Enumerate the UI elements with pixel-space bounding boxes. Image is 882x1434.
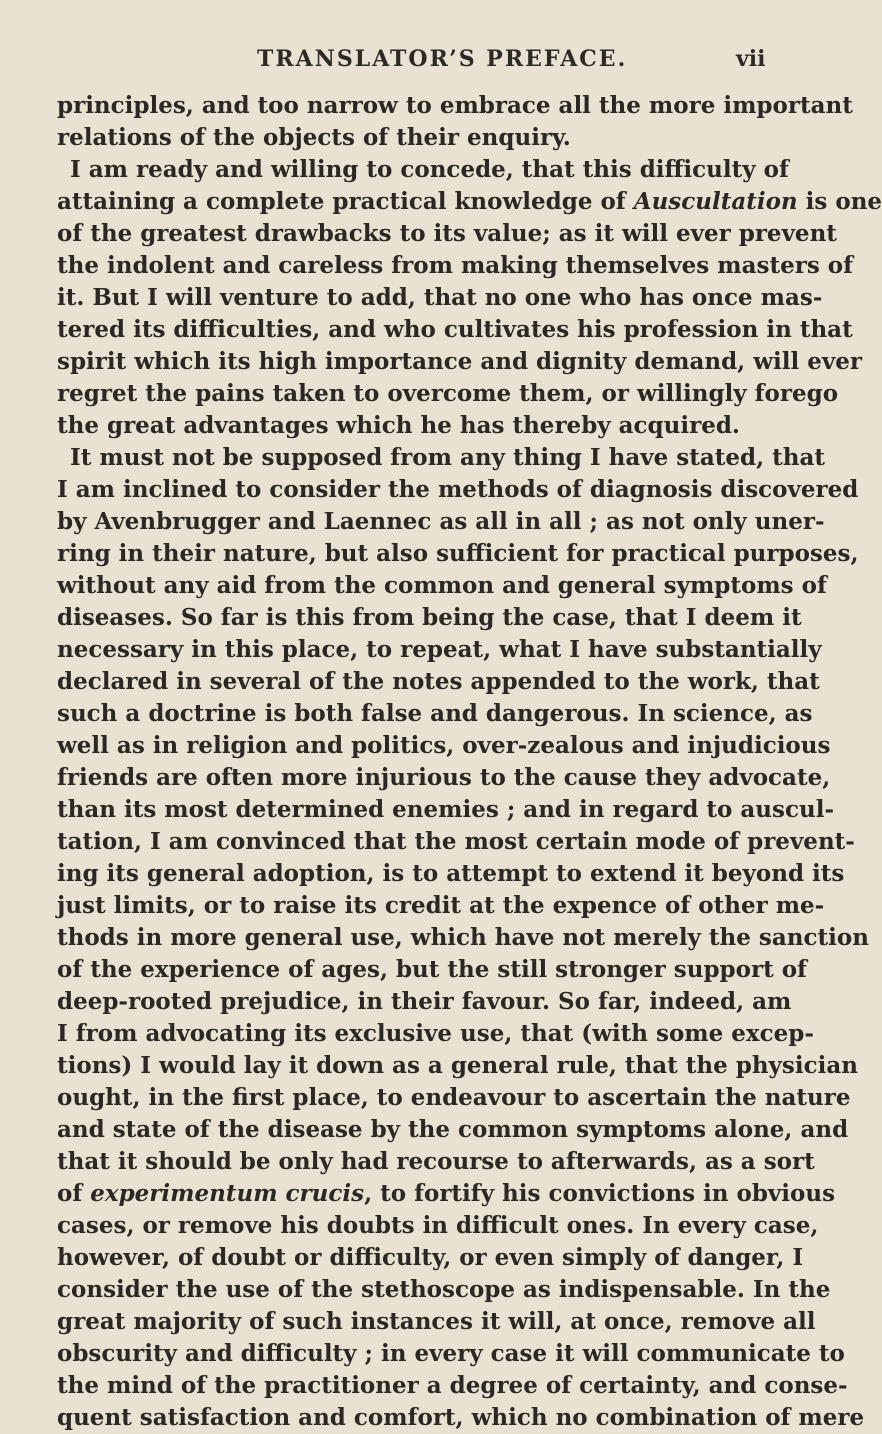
text-line: tered its difficulties, and who cultivates his profession in that: [57, 316, 853, 343]
text-line: quent satisfaction and comfort, which no combination of mere: [57, 1404, 865, 1431]
text-line: diseases. So far is this from being the case, that I deem it: [57, 604, 802, 631]
text-line: tions) I would lay it down as a general rule, that the physician: [57, 1052, 858, 1079]
text-line: friends are often more injurious to the cause they advocate,: [57, 764, 831, 791]
text-line: ing its general adoption, is to attempt to extend it beyond its: [57, 860, 845, 887]
text-line: I am ready and willing to concede, that this difficulty of: [70, 156, 789, 183]
text-line: such a doctrine is both false and dangerous. In science, as: [57, 700, 813, 727]
text-line: of the greatest drawbacks to its value; as it will ever prevent: [57, 220, 837, 247]
text-line: I am inclined to consider the methods of diagnosis discovered: [57, 476, 859, 503]
text-line: I from advocating its exclusive use, that (with some excep-: [57, 1020, 814, 1047]
text-line: spirit which its high importance and dignity demand, will ever: [57, 348, 862, 375]
text-line: the mind of the practitioner a degree of certainty, and conse-: [57, 1372, 848, 1399]
text-line: attaining a complete practical knowledge of Auscultation is one: [57, 188, 882, 215]
running-title: TRANSLATOR’S PREFACE.: [257, 46, 628, 72]
running-head: [0, 46, 800, 86]
text-line: principles, and too narrow to embrace all the more important: [57, 92, 853, 119]
text-line: however, of doubt or difficulty, or even simply of danger, I: [57, 1244, 804, 1271]
text-line: cases, or remove his doubts in difficult ones. In every case,: [57, 1212, 819, 1239]
text-line: than its most determined enemies ; and in regard to auscul-: [57, 796, 834, 823]
text-line: without any aid from the common and general symptoms of: [57, 572, 827, 599]
text-line: of the experience of ages, but the still stronger support of: [57, 956, 807, 983]
text-line: of experimentum crucis, to fortify his convictions in obvious: [57, 1180, 836, 1207]
text-line: relations of the objects of their enquiry.: [57, 124, 571, 151]
text-line: it. But I will venture to add, that no one who has once mas-: [57, 284, 823, 311]
text-line: ought, in the first place, to endeavour to ascertain the nature: [57, 1084, 851, 1111]
text-line: deep-rooted prejudice, in their favour. So far, indeed, am: [57, 988, 792, 1015]
italic-term: experimentum crucis: [90, 1180, 365, 1207]
text-line: that it should be only had recourse to afterwards, as a sort: [57, 1148, 815, 1175]
text-line: the great advantages which he has thereby acquired.: [57, 412, 740, 439]
text-line: well as in religion and politics, over-zealous and injudicious: [57, 732, 831, 759]
text-line: and state of the disease by the common symptoms alone, and: [57, 1116, 849, 1143]
text-line: thods in more general use, which have not merely the sanction: [57, 924, 869, 951]
text-line: obscurity and difficulty ; in every case it will communicate to: [57, 1340, 845, 1367]
text-line: by Avenbrugger and Laennec as all in all ; as not only uner-: [57, 508, 825, 535]
body-text: [57, 90, 882, 1434]
page-number: vii: [736, 46, 766, 72]
text-line: declared in several of the notes appended to the work, that: [57, 668, 820, 695]
text-line: ring in their nature, but also sufficient for practical purposes,: [57, 540, 859, 567]
text-line: tation, I am convinced that the most certain mode of prevent-: [57, 828, 855, 855]
text-line: great majority of such instances it will, at once, remove all: [57, 1308, 816, 1335]
text-line: necessary in this place, to repeat, what I have substantially: [57, 636, 822, 663]
text-line: the indolent and careless from making themselves masters of: [57, 252, 854, 279]
text-line: just limits, or to raise its credit at the expence of other me-: [57, 892, 825, 919]
text-line: regret the pains taken to overcome them, or willingly forego: [57, 380, 839, 407]
italic-term: Auscultation: [633, 188, 798, 215]
text-line: consider the use of the stethoscope as indispensable. In the: [57, 1276, 831, 1303]
text-line: It must not be supposed from any thing I have stated, that: [70, 444, 825, 471]
